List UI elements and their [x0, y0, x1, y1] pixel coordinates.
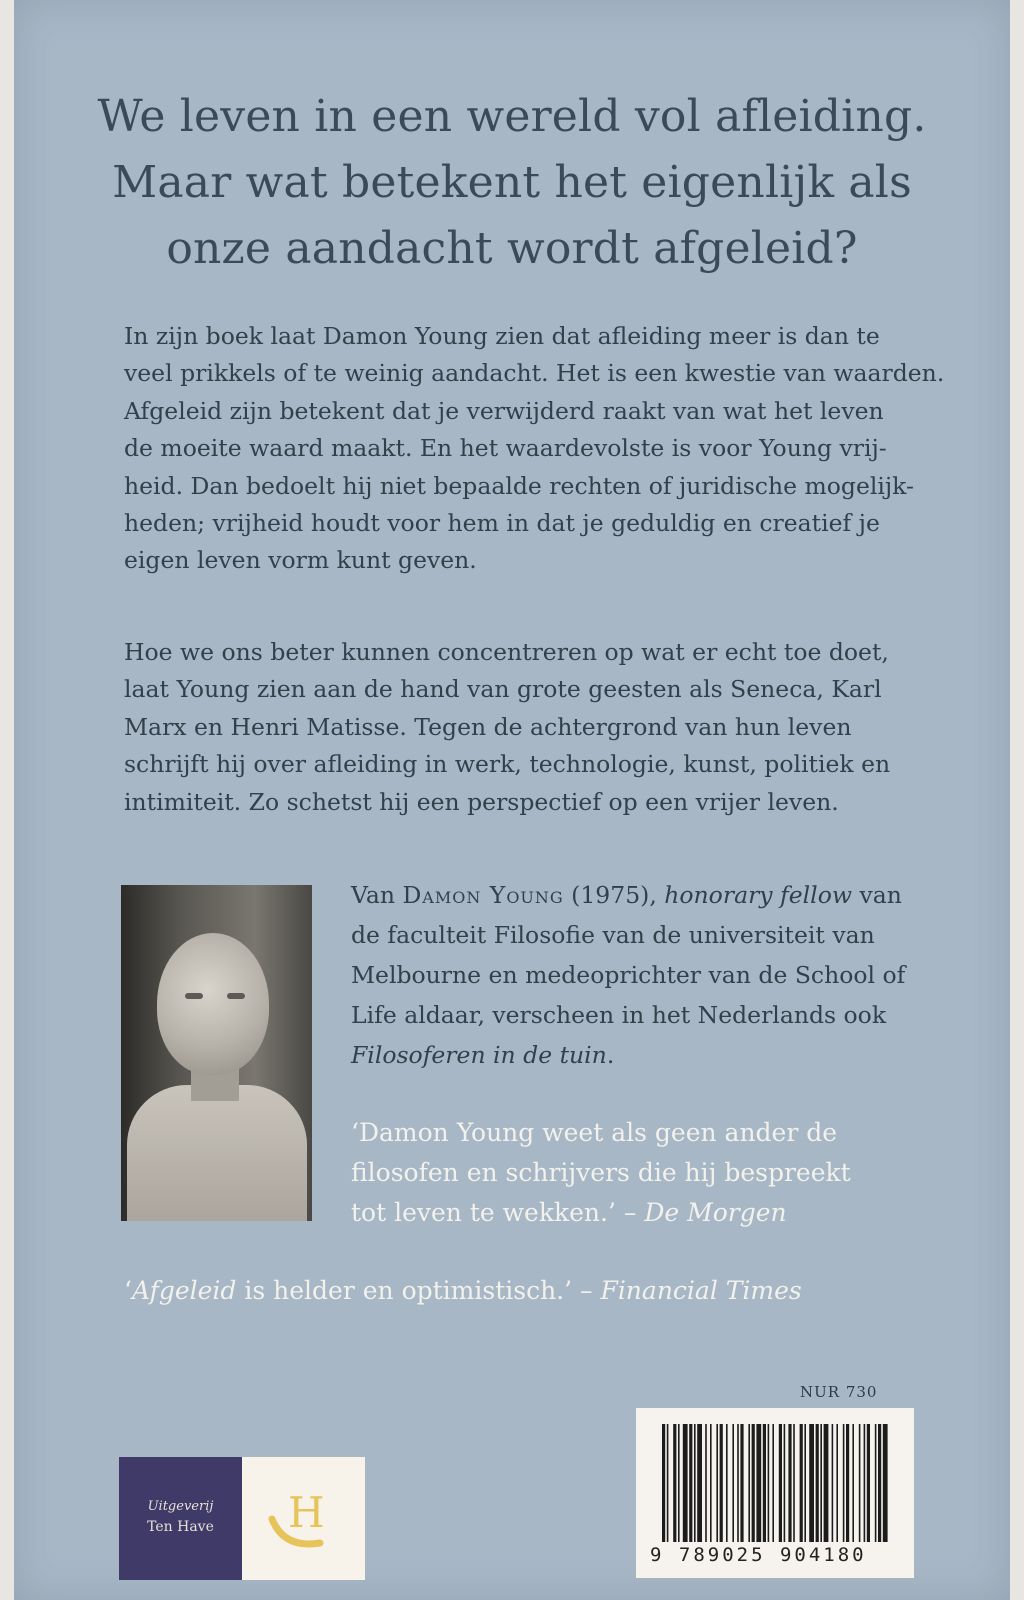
barcode-bar — [748, 1424, 750, 1542]
quote-text: tot leven te wekken.’ – — [351, 1198, 645, 1227]
barcode-bar — [705, 1424, 707, 1542]
barcode-bar — [852, 1424, 854, 1542]
text-line: Hoe we ons beter kunnen concentreren op wat er echt toe doet, — [124, 638, 889, 666]
description-paragraph-2 — [124, 634, 914, 821]
barcode-bar — [740, 1424, 743, 1542]
barcode-bar — [820, 1424, 822, 1542]
bio-line: de faculteit Filosofie van de universiteit van — [351, 921, 875, 949]
barcode-bar — [678, 1424, 680, 1542]
text-line: intimiteit. Zo schetst hij een perspectief op een vrijer leven. — [124, 787, 839, 816]
quote-line — [351, 1193, 911, 1233]
barcode-bar — [784, 1424, 786, 1542]
barcode-bar — [809, 1424, 814, 1542]
barcode-bar — [779, 1424, 782, 1542]
text-line: de moeite waard maakt. En het waardevolste is voor Young vrij- — [124, 434, 887, 463]
quote-book-title: Afgeleid — [131, 1276, 237, 1305]
barcode-bar — [867, 1424, 870, 1542]
photo-eye — [227, 993, 245, 999]
review-quote-2 — [124, 1271, 802, 1311]
bio-text: Van — [351, 881, 403, 909]
photo-shirt — [127, 1085, 307, 1221]
photo-eye — [185, 993, 203, 999]
barcode-bar — [875, 1424, 877, 1542]
barcode-bar — [772, 1424, 774, 1542]
author-photo — [121, 885, 312, 1221]
barcode-bar — [697, 1424, 702, 1542]
text-line: heid. Dan bedoelt hij niet bepaalde rechten of juridische mogelijk- — [124, 471, 914, 500]
text-line: Marx en Henri Matisse. Tegen de achtergrond van hun leven — [124, 712, 852, 741]
barcode-bar — [667, 1424, 669, 1542]
bio-line: Melbourne en medeoprichter van de School of — [351, 961, 906, 989]
headline-line: onze aandacht wordt afgeleid? — [166, 223, 858, 274]
text-line: eigen leven vorm kunt geven. — [124, 546, 477, 575]
isbn-number: 9 789025 904180 — [650, 1544, 867, 1566]
bio-line: Life aldaar, verscheen in het Nederlands ook — [351, 1001, 887, 1029]
barcode-bar — [756, 1424, 761, 1542]
bio-line — [351, 875, 911, 915]
bio-text: (1975), — [563, 881, 665, 909]
publisher-name-block — [119, 1457, 242, 1580]
author-bio — [351, 875, 911, 1075]
text-line: Afgeleid zijn betekent dat je verwijderd raakt van wat het leven — [124, 396, 884, 425]
barcode-bar — [883, 1424, 888, 1542]
author-name: Damon Young — [402, 881, 564, 909]
barcode-bar — [768, 1424, 770, 1542]
barcode-bar — [763, 1424, 766, 1542]
barcode-bar — [859, 1424, 861, 1542]
text-line: veel prikkels of te weinig aandacht. Het is een kwestie van waarden. — [124, 359, 945, 388]
quote-text: is helder en optimistisch.’ – — [236, 1276, 601, 1305]
description-paragraph-1 — [124, 318, 945, 580]
publisher-logo — [119, 1457, 365, 1580]
photo-head — [157, 933, 269, 1075]
barcode-bar — [824, 1424, 829, 1542]
publisher-h-icon — [242, 1457, 365, 1580]
nur-code: NUR 730 — [800, 1383, 878, 1401]
quote-source: De Morgen — [644, 1198, 787, 1227]
barcode-bar — [788, 1424, 791, 1542]
publisher-line-2: Ten Have — [147, 1519, 214, 1535]
barcode-box — [636, 1408, 914, 1578]
publisher-mark — [242, 1457, 365, 1580]
headline — [0, 84, 1024, 282]
quote-line: ‘Damon Young weet als geen ander de — [351, 1118, 838, 1147]
barcode-bar — [662, 1424, 665, 1542]
publisher-line-1: Uitgeverij — [147, 1499, 214, 1514]
quote-text: ‘ — [124, 1276, 132, 1305]
text-line: laat Young zien aan de hand van grote geesten als Seneca, Karl — [124, 675, 882, 704]
barcode-bar — [843, 1424, 845, 1542]
quote-line: filosofen en schrijvers die hij bespreekt — [351, 1158, 851, 1187]
barcode-icon — [662, 1424, 888, 1542]
bio-text: . — [606, 1041, 615, 1069]
barcode-bar — [683, 1424, 688, 1542]
barcode-bar — [716, 1424, 718, 1542]
barcode-bar — [864, 1424, 866, 1542]
barcode-bar — [878, 1424, 881, 1542]
barcode-bar — [710, 1424, 712, 1542]
bio-line — [351, 1035, 911, 1075]
logo-letter: H — [288, 1488, 325, 1537]
text-line: In zijn boek laat Damon Young zien dat afleiding meer is dan te — [124, 322, 880, 350]
bio-text: van — [851, 881, 902, 909]
barcode-bar — [836, 1424, 838, 1542]
barcode-bar — [793, 1424, 795, 1542]
barcode-bar — [816, 1424, 819, 1542]
barcode-bar — [720, 1424, 723, 1542]
barcode-bar — [689, 1424, 692, 1542]
barcode-bar — [846, 1424, 849, 1542]
barcode-bar — [752, 1424, 755, 1542]
barcode-bar — [694, 1424, 696, 1542]
quote-source: Financial Times — [600, 1276, 802, 1305]
barcode-bar — [832, 1424, 834, 1542]
barcode-bar — [732, 1424, 734, 1542]
bio-fellow: honorary fellow — [664, 881, 852, 909]
barcode-bar — [726, 1424, 728, 1542]
review-quote-1 — [351, 1113, 911, 1233]
barcode-bar — [737, 1424, 739, 1542]
barcode-bar — [800, 1424, 803, 1542]
text-line: schrijft hij over afleiding in werk, technologie, kunst, politiek en — [124, 750, 891, 779]
barcode-bar — [673, 1424, 676, 1542]
book-title: Filosoferen in de tuin — [351, 1041, 607, 1069]
text-line: heden; vrijheid houdt voor hem in dat je geduldig en creatief je — [124, 509, 880, 538]
headline-line: Maar wat betekent het eigenlijk als — [112, 157, 912, 208]
headline-line: We leven in een wereld vol afleiding. — [97, 91, 927, 142]
barcode-bar — [804, 1424, 806, 1542]
